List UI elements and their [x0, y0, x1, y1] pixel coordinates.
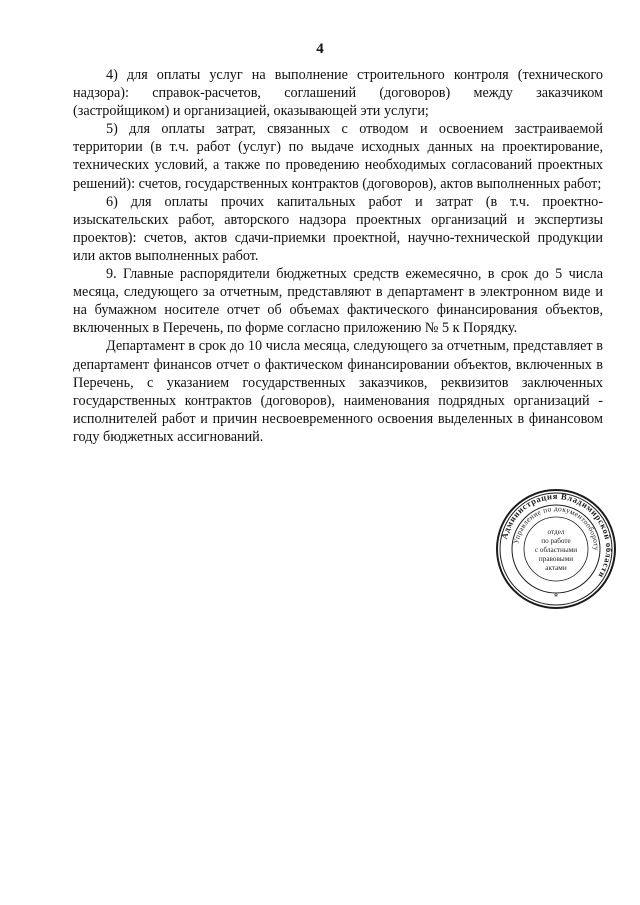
stamp-inner-ring-text: Управление по документообороту	[511, 503, 602, 551]
paragraph-item-4-construction-control: 4) для оплаты услуг на выполнение строительного контроля (технического надзора): справок-расчетов, соглашений (договоров) между заказчиком (застройщиком) и организацией, оказывающей эти услуги;	[73, 67, 603, 120]
paragraph-department-report: Департамент в срок до 10 числа месяца, следующего за отчетным, представляет в департамент финансов отчет о фактическом финансировании объектов, включенных в Перечень, с указанием государственных заказчиков, реквизитов заключенных государственных контрактов (договоров), наименования подрядных организаций - исполнителей работ и причин несвоевременного освоения выделенных в финансовом году бюджетных ассигнований.	[73, 338, 603, 445]
stamp-center-line-2: по работе	[541, 537, 571, 545]
stamp-center-line-4: правовыми	[538, 555, 574, 563]
official-stamp	[495, 488, 617, 610]
page-number: 4	[316, 41, 324, 57]
paragraph-item-6-other-capital-works: 6) для оплаты прочих капитальных работ и затрат (в т.ч. проектно-изыскательских работ, авторского надзора проектных организаций и экспертизы проектов): счетов, актов сдачи-приемки проектной, научно-технической продукции или актов выполненных работ.	[73, 193, 603, 264]
stamp-seal-graphic	[495, 488, 617, 610]
stamp-center-line-1: отдел	[547, 528, 565, 536]
document-body	[73, 66, 603, 446]
stamp-outer-ring-text: Администрация Владимирской области	[499, 490, 615, 581]
paragraph-section-9-monthly-report: 9. Главные распорядители бюджетных средств ежемесячно, в срок до 5 числа месяца, следующего за отчетным, представляют в департамент в электронном виде и на бумажном носителе отчет об объемах фактического финансирования объектов, включенных в Перечень, по форме согласно приложению № 5 к Порядку.	[73, 266, 603, 337]
stamp-center-line-3: с областными	[534, 546, 578, 554]
stamp-center-line-5: актами	[545, 564, 567, 572]
paragraph-item-5-territory-development: 5) для оплаты затрат, связанных с отводом и освоением застраиваемой территории (в т.ч. работ (услуг) по выдаче исходных данных на проектирование, технических условий, а также по проведению необходимых согласований проектных решений): счетов, государственных контрактов (договоров), актов выполненных работ;	[73, 121, 603, 192]
stamp-bottom-star: *	[553, 592, 559, 602]
